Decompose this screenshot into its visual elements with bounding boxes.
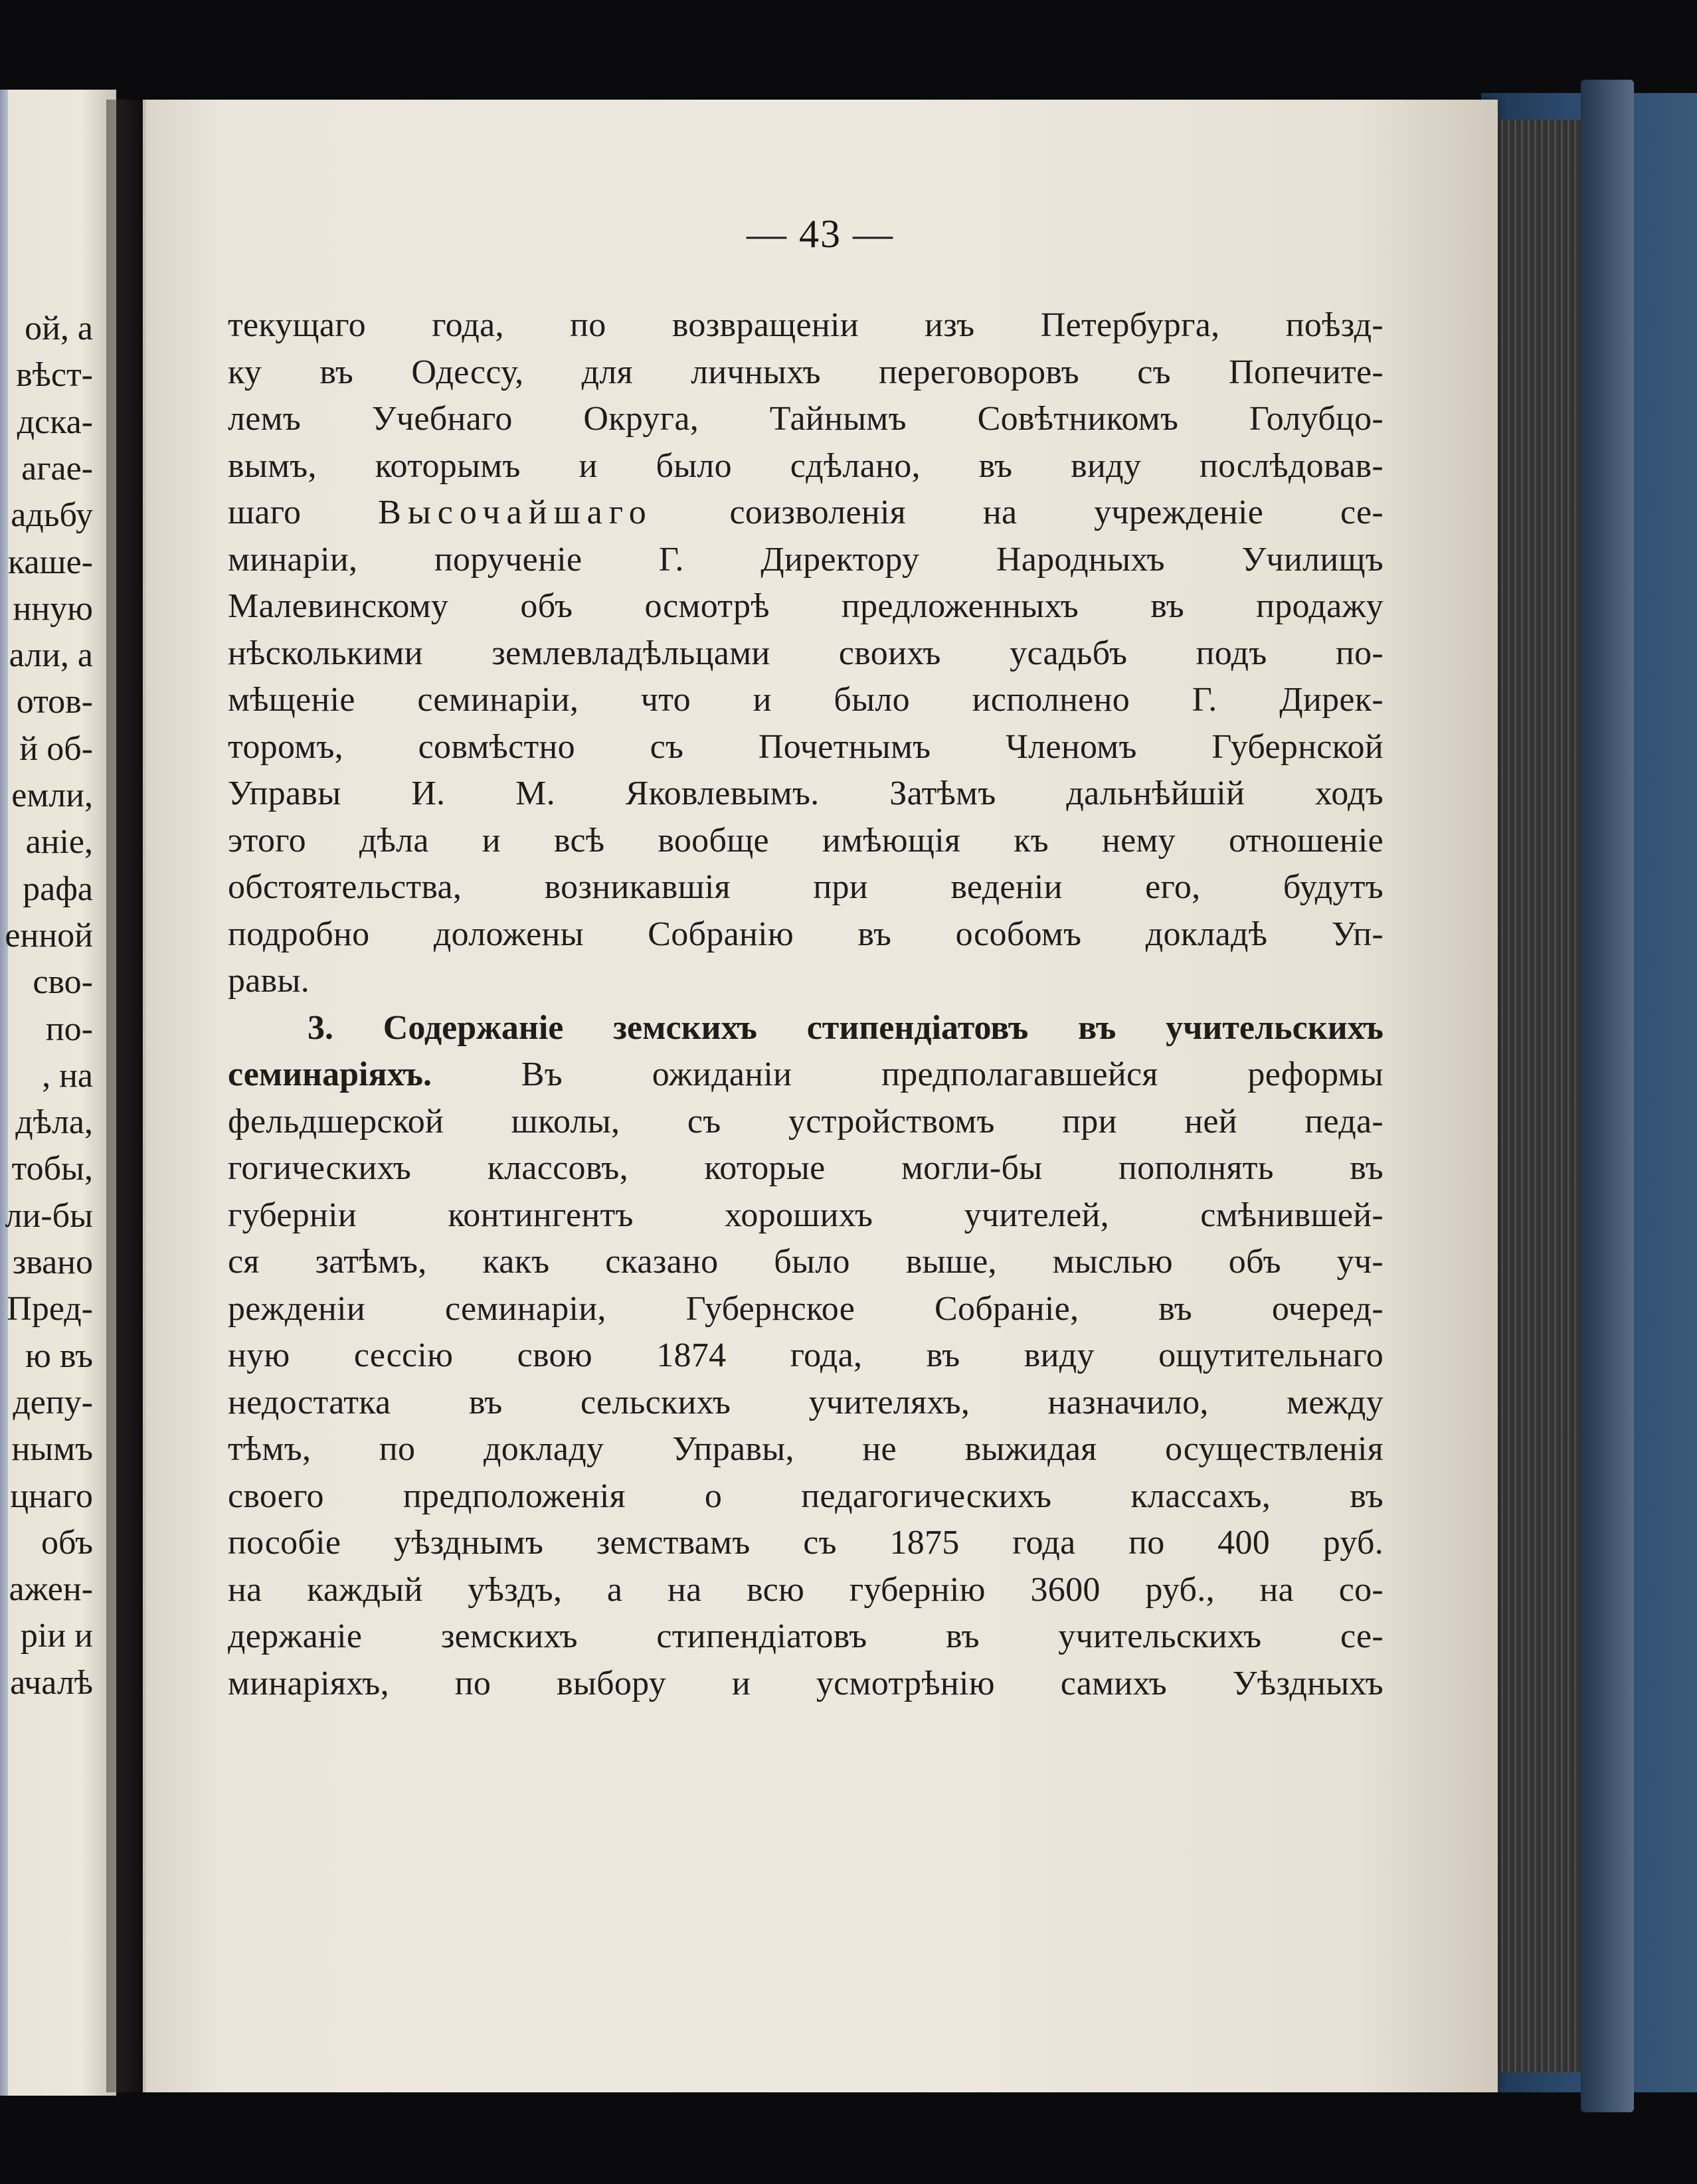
text-line: мѣщеніе семинаріи, что и было исполнено Г. Дирек- [228,681,1384,719]
left-page-line: енной [5,916,93,955]
text-line: текущаго года, по возвращеніи изъ Петербурга, поѣзд- [228,306,1384,344]
text-fragment: шаго [228,494,379,531]
spaced-emphasis: Высочайшаго [378,494,653,531]
left-page-line: й об- [19,729,93,768]
text-line [228,490,1384,537]
cover-board-edge [1581,80,1634,2112]
text-line [228,1051,1384,1099]
text-line: этого дѣла и всѣ вообще имѣющія къ нему отношеніе [228,821,1384,860]
text-line: Управы И. М. Яковлевымъ. Затѣмъ дальнѣйшій ходъ [228,774,1384,812]
text-line: вымъ, которымъ и было сдѣлано, въ виду послѣдовав- [228,446,1384,485]
left-page-line: объ [41,1523,93,1562]
text-line: губерніи контингентъ хорошихъ учителей, смѣнившей- [228,1196,1384,1234]
text-line: равы. [228,962,310,1000]
paragraph-2-lines [228,1099,1384,1708]
left-page-line: агае- [21,449,93,488]
section-heading: 3. Содержаніе земскихъ стипендіатовъ въ учительскихъ [308,1008,1384,1047]
text-line: Малевинскому объ осмотрѣ предложенныхъ въ продажу [228,587,1384,625]
text-line: гогическихъ классовъ, которые могли-бы пополнять въ [228,1149,1384,1187]
text-line: пособіе уѣзднымъ земствамъ съ 1875 года по 400 руб. [228,1524,1384,1562]
left-page-line: цнаго [10,1477,93,1515]
left-page-line: нымъ [11,1430,93,1469]
left-page-line: дска- [17,403,93,441]
text-line: режденіи семинаріи, Губернское Собраніе, въ очеред- [228,1289,1384,1328]
left-page-line: звано [12,1243,93,1281]
left-page-line: емли, [11,776,93,814]
main-page [143,100,1498,2092]
text-line: ся затѣмъ, какъ сказано было выше, мыслью объ уч- [228,1243,1384,1281]
text-line: на каждый уѣздъ, а на всю губернію 3600 руб., на со- [228,1570,1384,1609]
left-page-line: али, а [9,636,93,675]
left-page-line: сво- [33,963,93,1002]
left-page-line: ажен- [9,1570,93,1609]
left-page-line: вѣст- [16,356,93,395]
left-page-line: адьбу [11,496,93,535]
left-page-line: каше- [8,543,93,581]
left-page-line: ли-бы [5,1196,93,1235]
text-line: ку въ Одессу, для личныхъ переговоровъ съ Попечите- [228,353,1384,391]
text-line: фельдшерской школы, съ устройствомъ при ней педа- [228,1102,1384,1140]
text-line: держаніе земскихъ стипендіатовъ въ учительскихъ се- [228,1617,1384,1655]
left-page-line: дѣла, [15,1103,93,1142]
book-gutter-shadow [106,100,146,2092]
text-line: подробно доложены Собранію въ особомъ докладѣ Уп- [228,915,1384,953]
text-line: ную сессію свою 1874 года, въ виду ощутительнаго [228,1336,1384,1374]
text-line: лемъ Учебнаго Округа, Тайнымъ Совѣтникомъ Голубцо- [228,400,1384,438]
left-page-line: нную [13,589,93,628]
text-fragment: соизволенія на учрежденіе се- [652,494,1384,531]
left-page-line: , на [42,1056,93,1095]
left-page-line: тобы, [11,1150,93,1188]
left-page-line: по- [45,1010,93,1048]
left-page-line: Пред- [7,1290,93,1328]
left-page-line: рафа [23,869,93,908]
text-fragment: Въ ожиданіи предполагавшейся реформы [431,1055,1384,1093]
left-page-line: ю въ [25,1336,93,1375]
text-line: своего предположенія о педагогическихъ классахъ, въ [228,1477,1384,1515]
paragraph-2 [228,1005,1384,1708]
text-line: нѣсколькими землевладѣльцами своихъ усадьбъ подъ по- [228,634,1384,672]
text-line: минаріи, порученіе Г. Директору Народныхъ Училищъ [228,540,1384,579]
text-line [228,1005,1384,1052]
text-line: торомъ, совмѣстно съ Почетнымъ Членомъ Губернской [228,727,1384,766]
page-number: — 43 — [747,212,894,256]
left-page-line: ой, а [25,310,93,347]
left-page-line: аніе, [25,823,93,862]
body-text [228,302,1384,1707]
text-line: обстоятельства, возникавшія при веденіи его, будутъ [228,868,1384,906]
left-page-line: отов- [16,683,93,721]
text-line: недостатка въ сельскихъ учителяхъ, назначило, между [228,1383,1384,1421]
section-heading-cont: семинаріяхъ. [228,1055,432,1093]
left-page-line: депу- [13,1383,93,1421]
left-page-line: ріи и [20,1617,93,1655]
text-line: тѣмъ, по докладу Управы, не выжидая осуществленія [228,1430,1384,1468]
paragraph-1 [228,302,1384,1005]
left-page-line: ачалѣ [10,1663,93,1702]
text-line: минаріяхъ, по выбору и усмотрѣнію самихъ Уѣздныхъ [228,1664,1384,1702]
